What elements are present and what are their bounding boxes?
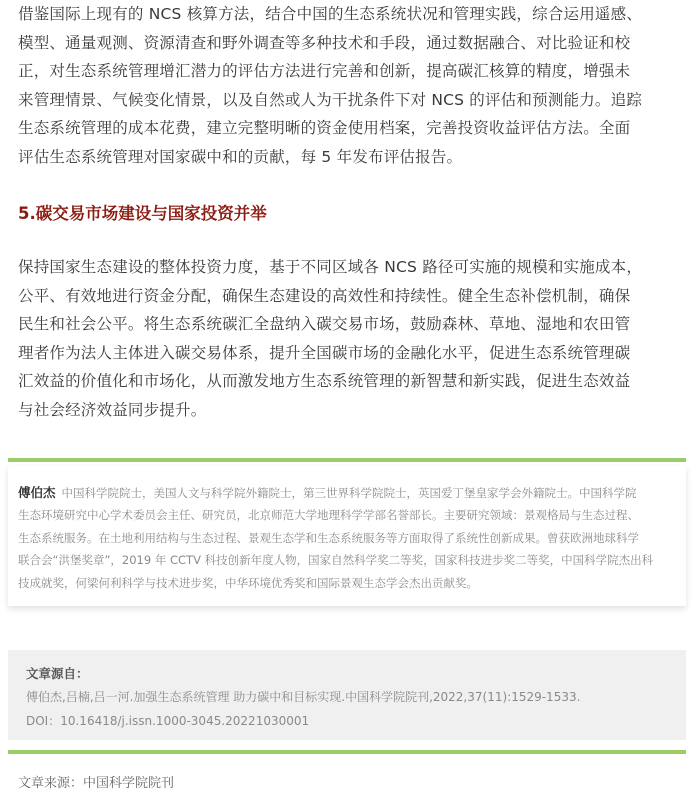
author-bio-card [8, 466, 686, 606]
section-heading: 5.碳交易市场建设与国家投资并举 [18, 204, 267, 223]
source-doi: DOI：10.16418/j.issn.1000-3045.20221030001 [26, 714, 310, 728]
paragraph-line: 模型、通量观测、资源清查和野外调查等多种技术和手段，通过数据融合、对比验证和校 [18, 33, 631, 52]
article-source: 文章来源：中国科学院院刊 [18, 776, 175, 791]
source-citation: 傅伯杰,吕楠,吕一河.加强生态系统管理 助力碳中和目标实现.中国科学院院刊,2022,37(11):1529-1533. [26, 690, 581, 704]
author-bio-line: 技成就奖，何梁何利科学与技术进步奖，中华环境优秀奖和国际景观生态学会杰出贡献奖。 [18, 575, 478, 590]
paragraph-line: 公平、有效地进行资金分配，确保生态建设的高效性和持续性。健全生态补偿机制，确保 [18, 286, 631, 305]
paragraph-line: 来管理情景、气候变化情景，以及自然或人为干扰条件下对 NCS 的评估和预测能力。追踪 [18, 90, 643, 109]
source-box [8, 650, 686, 740]
source-title: 文章源自： [26, 666, 89, 681]
author-bio-line: 联合会“洪堡奖章”，2019 年 CCTV 科技创新年度人物，国家自然科学奖二等奖，国家科技进步奖二等奖，中国科学院杰出科 [18, 553, 654, 568]
paragraph-line: 民生和社会公平。将生态系统碳汇全盘纳入碳交易市场，鼓励森林、草地、湿地和农田管 [18, 315, 631, 334]
paragraph-line: 正，对生态系统管理增汇潜力的评估方法进行完善和创新，提高碳汇核算的精度，增强未 [18, 62, 631, 81]
paragraph-line: 评估生态系统管理对国家碳中和的贡献，每 5 年发布评估报告。 [18, 147, 463, 166]
paragraph-ncs-assessment [18, 0, 678, 172]
paragraph-line: 生态系统管理的成本花费，建立完整明晰的资金使用档案，完善投资收益评估方法。全面 [18, 119, 631, 138]
author-bio-text: 中国科学院院士，美国人文与科学院外籍院士，第三世界科学院院士，英国爱丁堡皇家学会外籍院士。中国科学院 [61, 486, 637, 500]
paragraph-line: 汇效益的价值化和市场化，从而激发地方生态系统管理的新智慧和新实践，促进生态效益 [18, 372, 631, 391]
accent-divider-bottom [8, 750, 686, 754]
accent-divider [8, 458, 686, 462]
paragraph-line: 保持国家生态建设的整体投资力度，基于不同区域各 NCS 路径可实施的规模和实施成本， [18, 258, 643, 276]
paragraph-line: 借鉴国际上现有的 NCS 核算方法，结合中国的生态系统状况和管理实践，综合运用遥感、 [18, 5, 643, 23]
paragraph-carbon-market [18, 253, 678, 425]
author-bio-line: 生态环境研究中心学术委员会主任、研究员，北京师范大学地理科学学部名誉部长。主要研究领域：景观格局与生态过程、 [18, 508, 639, 523]
author-bio-line [18, 482, 678, 504]
paragraph-line: 与社会经济效益同步提升。 [18, 400, 207, 419]
author-name: 傅伯杰 [18, 485, 56, 500]
author-bio-line: 生态系统服务。在土地利用结构与生态过程、景观生态学和生态系统服务等方面取得了系统性创新成果。曾获欧洲地球科学 [18, 530, 639, 545]
author-bio [18, 482, 678, 594]
paragraph-line: 理者作为法人主体进入碳交易体系，提升全国碳市场的金融化水平，促进生态系统管理碳 [18, 343, 631, 362]
